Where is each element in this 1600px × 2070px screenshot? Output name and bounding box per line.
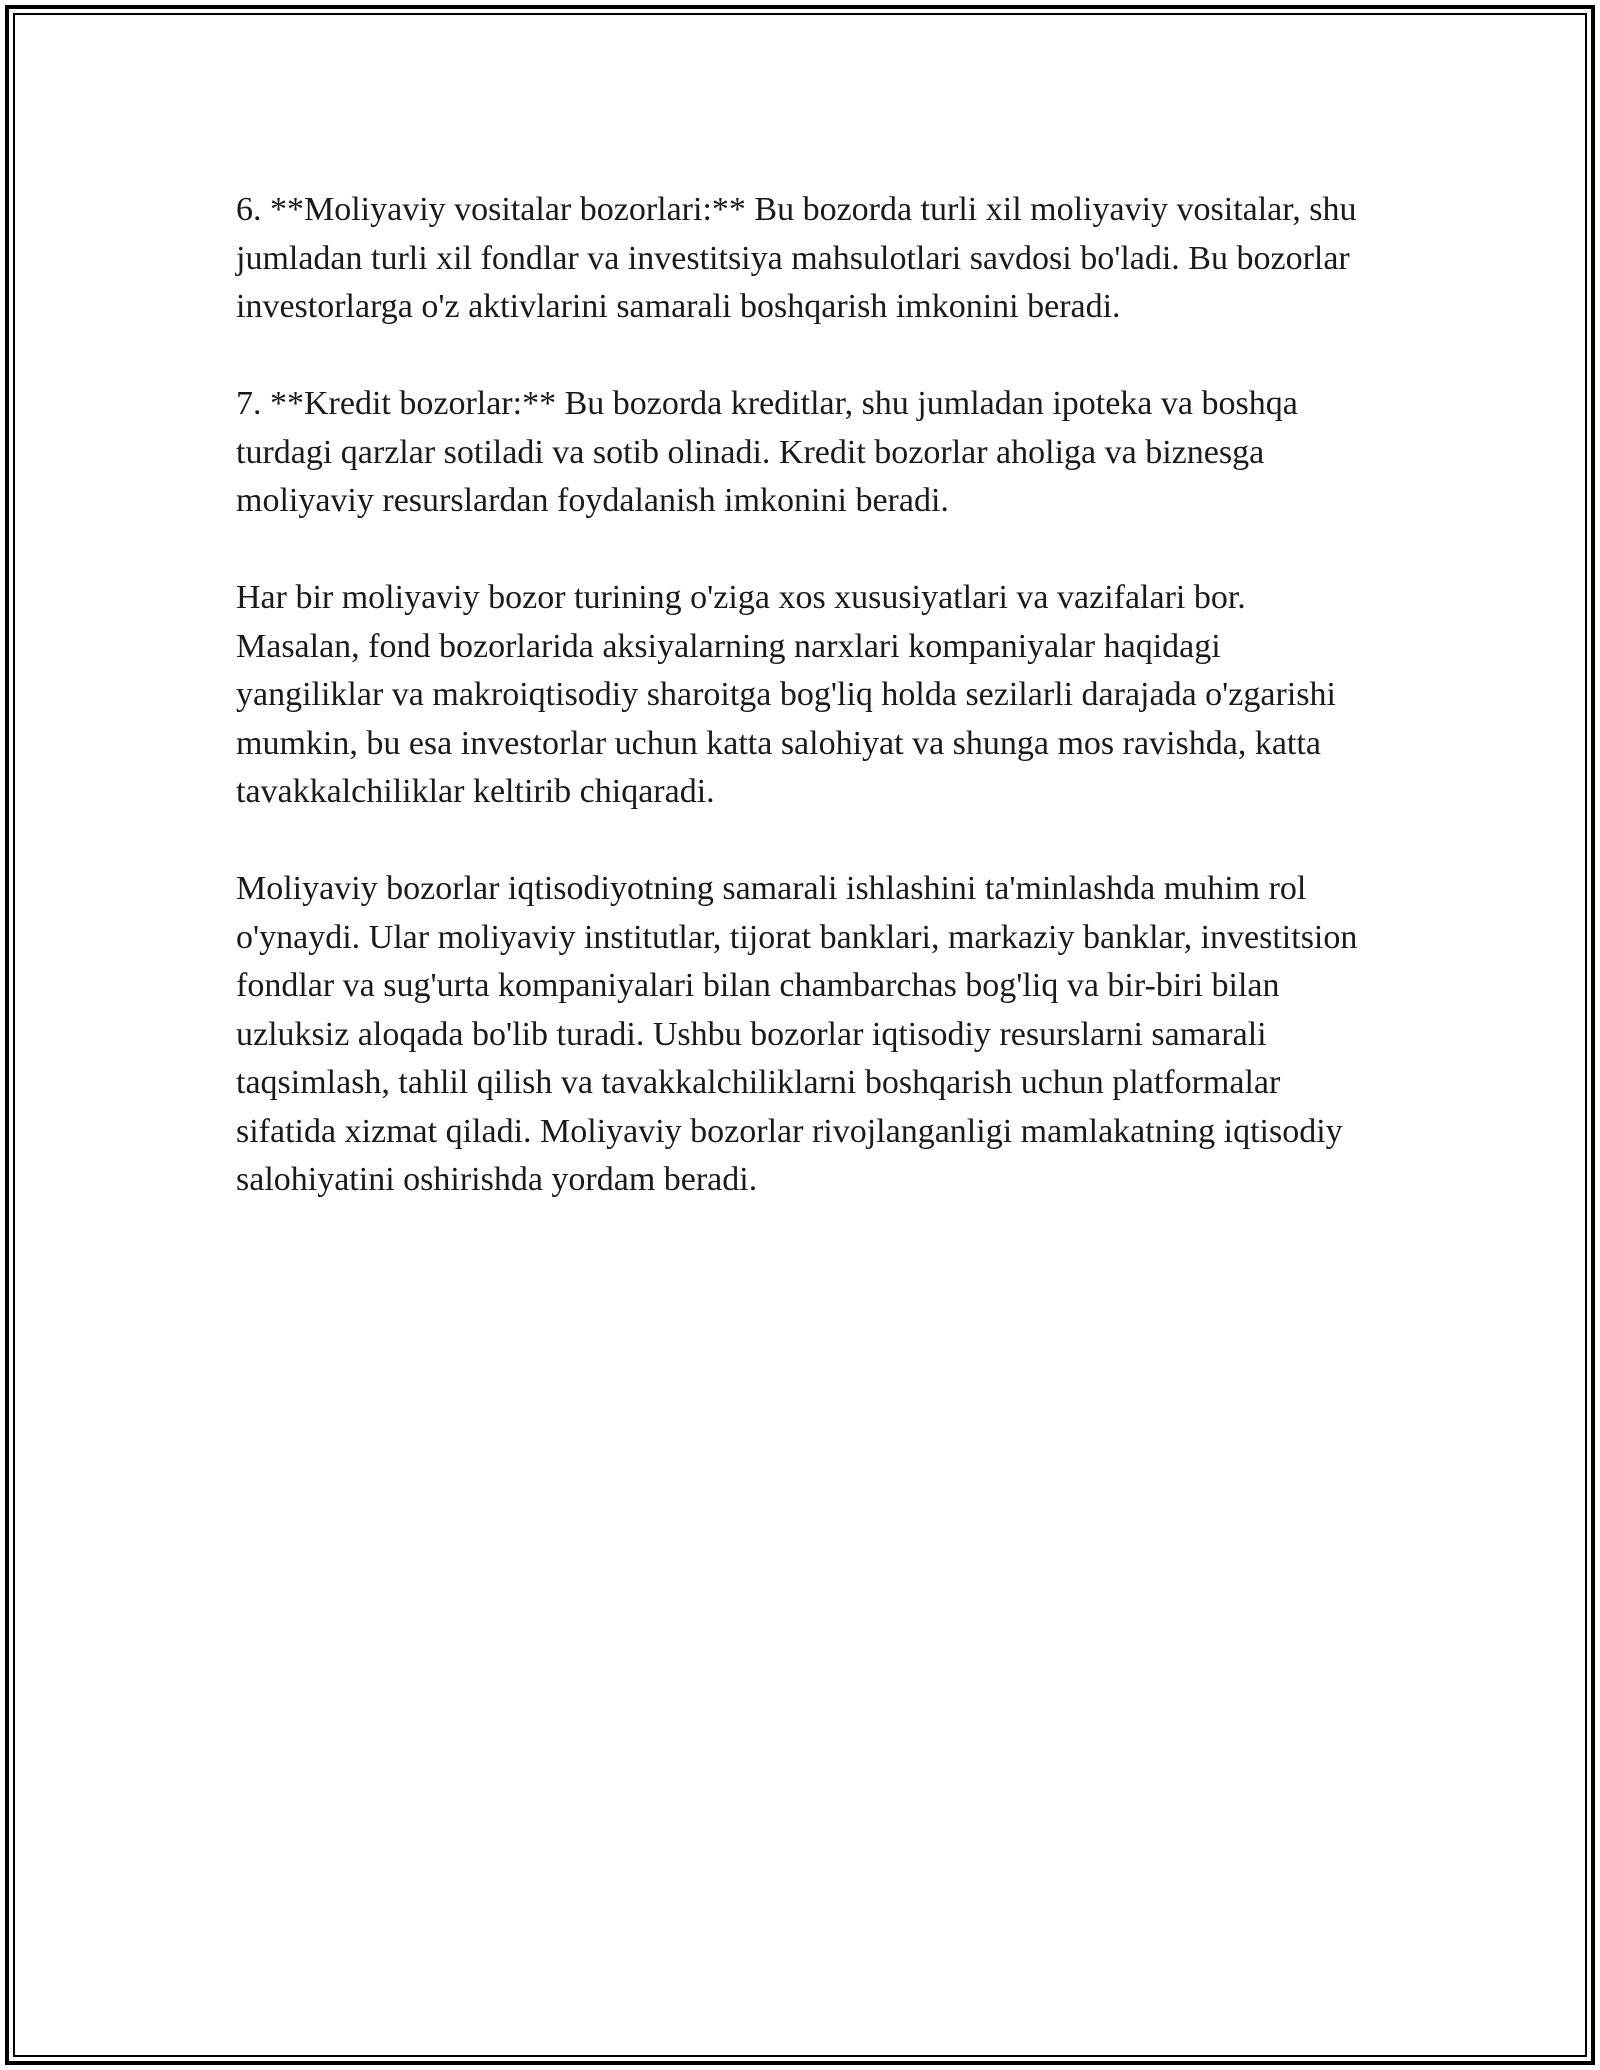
paragraph-market-characteristics: Har bir moliyaviy bozor turining o'ziga xos xususiyatlari va vazifalari bor. Masalan, fond bozorlarida aksiyalarning narxlari kompaniyalar haqidagi yangiliklar va makroiqtisodiy sharoitga bog'liq holda sezilarli darajada o'zgarishi mumkin, bu esa investorlar uchun katta salohiyat va shunga mos ravishda, katta tavakkalchiliklar keltirib chiqaradi. [236,579,1336,810]
document-body [236,186,1366,1253]
paragraph-financial-instruments-markets: 6. **Moliyaviy vositalar bozorlari:** Bu bozorda turli xil moliyaviy vositalar, shu jumladan turli xil fondlar va investitsiya mahsulotlari savdosi bo'ladi. Bu bozorlar investorlarga o'z aktivlarini samarali boshqarish imkonini beradi. [236,191,1357,325]
paragraph-credit-markets: 7. **Kredit bozorlar:** Bu bozorda kreditlar, shu jumladan ipoteka va boshqa turdagi qarzlar sotiladi va sotib olinadi. Kredit bozorlar aholiga va biznesga moliyaviy resurslardan foydalanish imkonini beradi. [236,385,1298,519]
paragraph-role-of-financial-markets: Moliyaviy bozorlar iqtisodiyotning samarali ishlashini ta'minlashda muhim rol o'ynaydi. Ular moliyaviy institutlar, tijorat banklari, markaziy banklar, investitsion fondlar va sug'urta kompaniyalari bilan chambarchas bog'liq va bir-biri bilan uzluksiz aloqada bo'lib turadi. Ushbu bozorlar iqtisodiy resurslarni samarali taqsimlash, tahlil qilish va tavakkalchiliklarni boshqarish uchun platformalar sifatida xizmat qiladi. Moliyaviy bozorlar rivojlanganligi mamlakatning iqtisodiy salohiyatini oshirishda yordam beradi. [236,870,1358,1198]
